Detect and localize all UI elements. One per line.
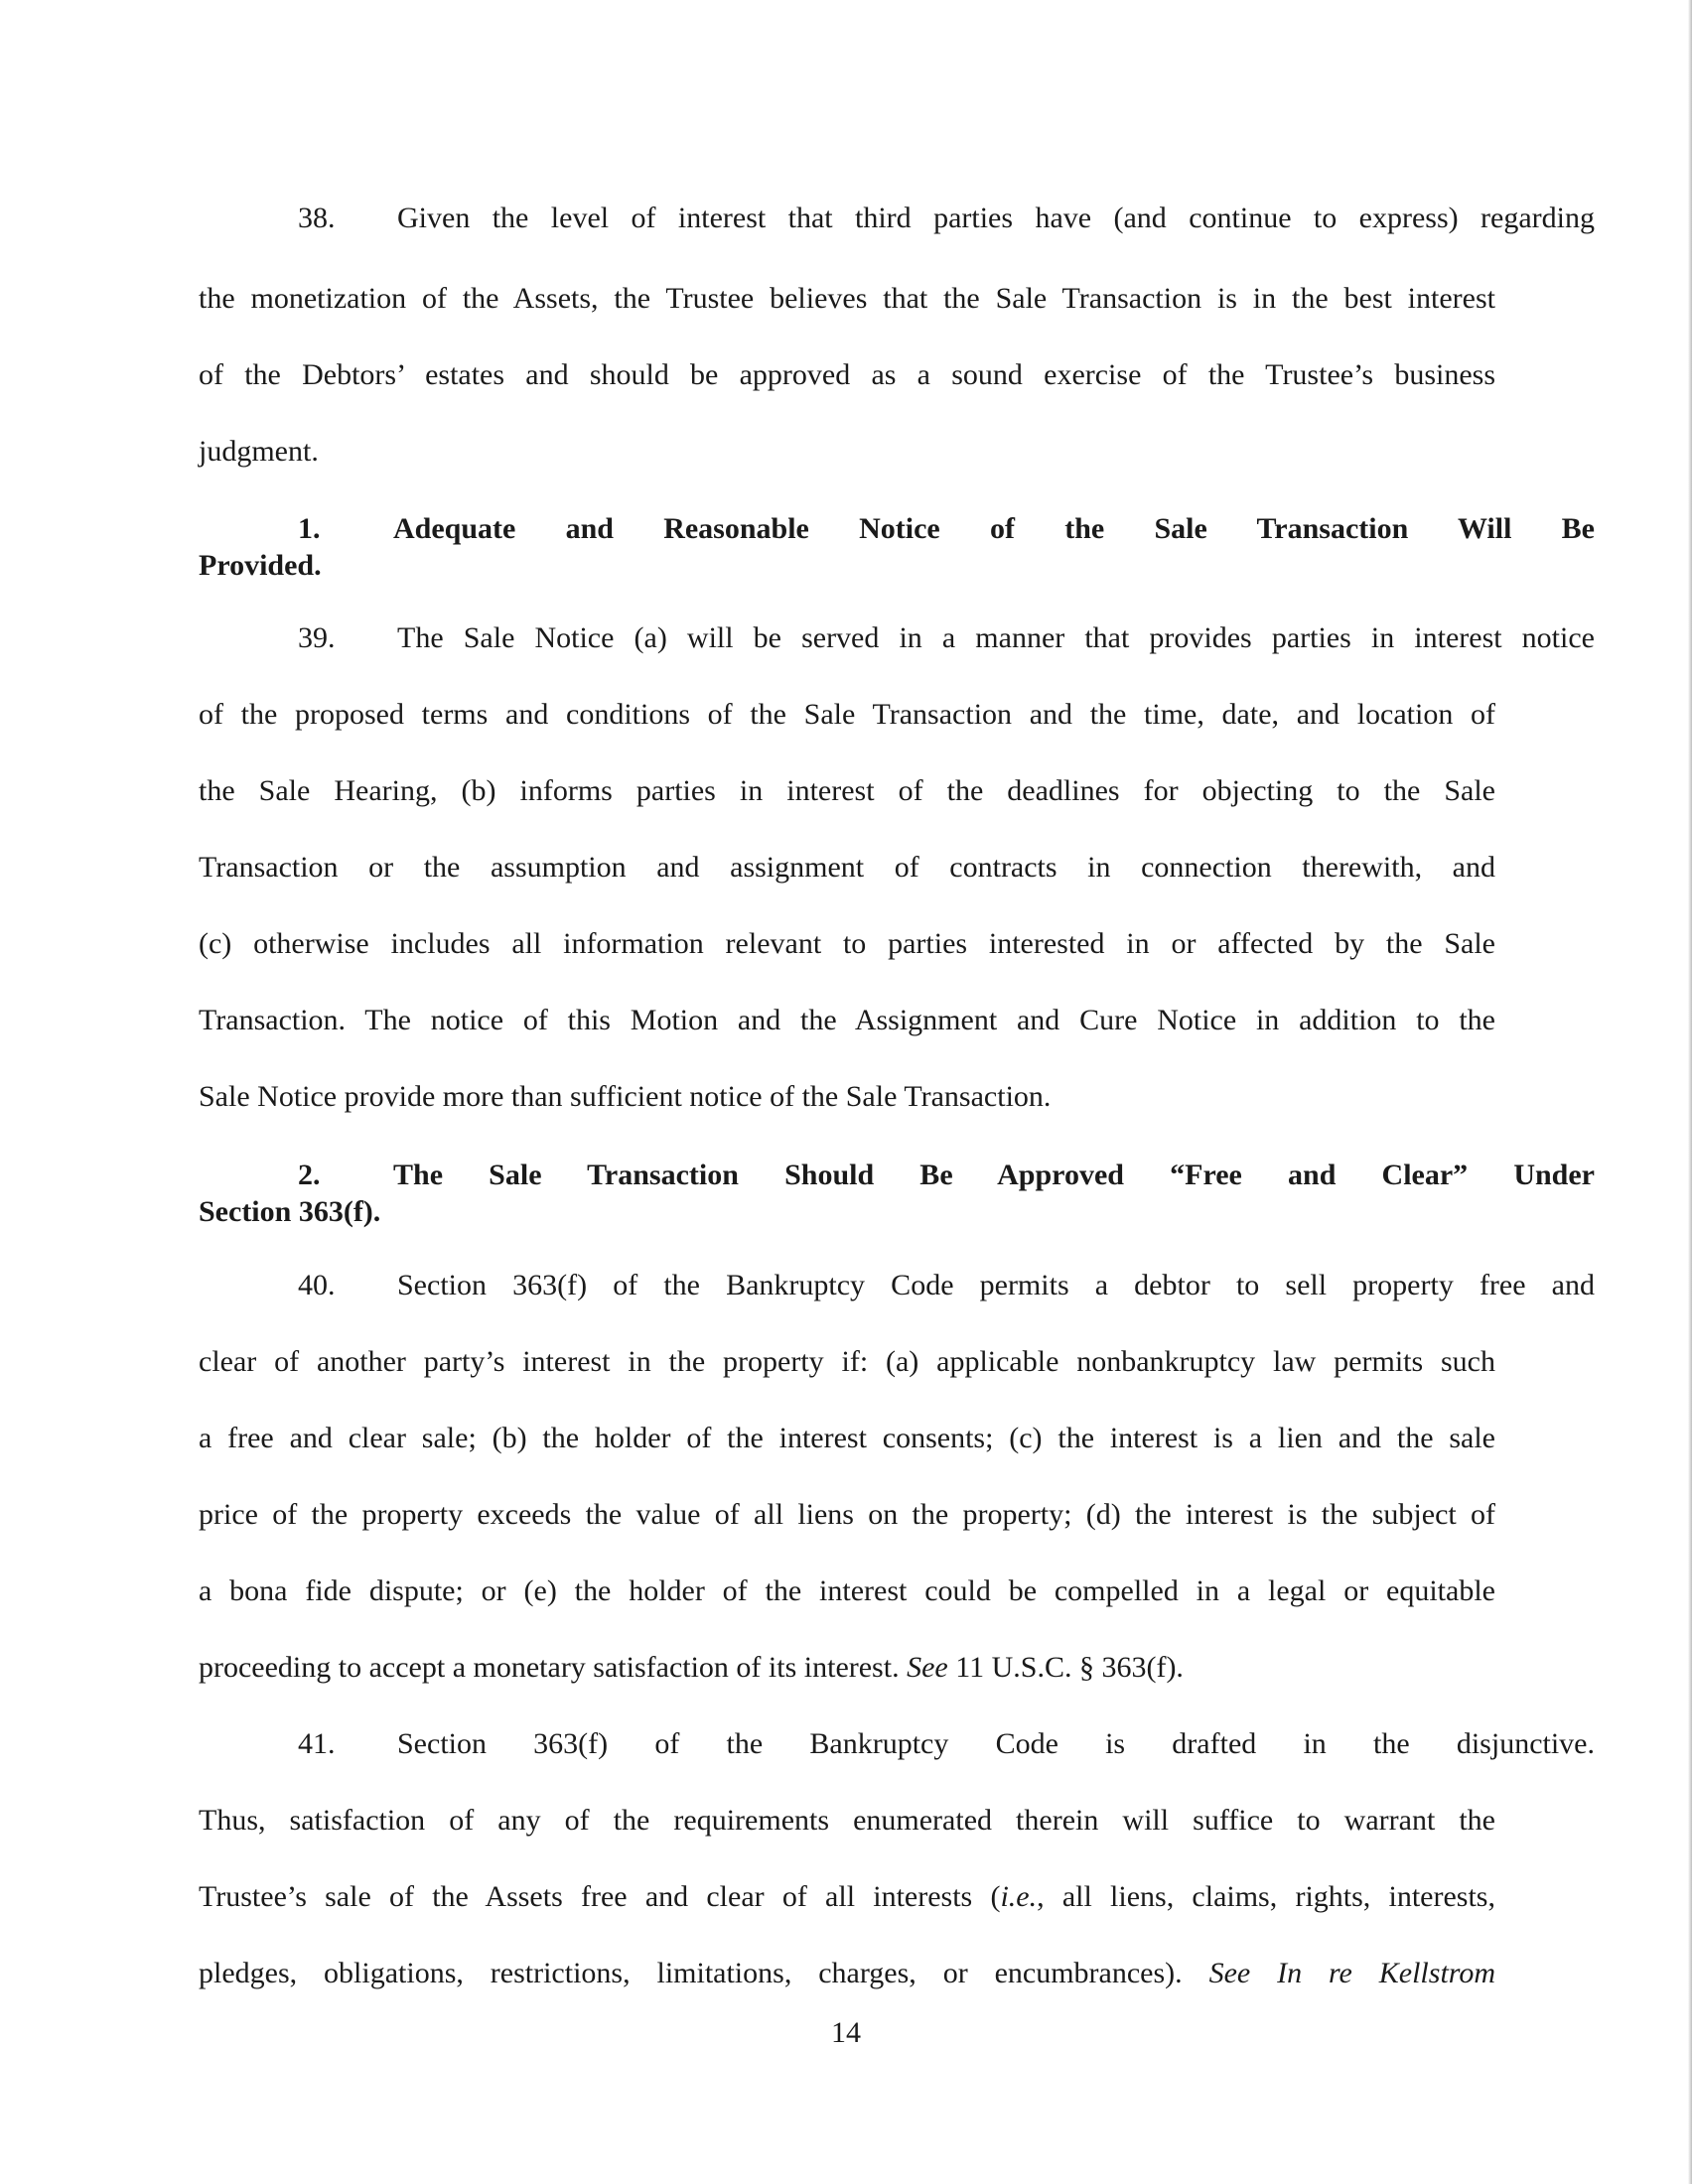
para-39-line-6: Transaction. The notice of this Motion and the Assignment and Cure Notice in addition to the bbox=[199, 1004, 1495, 1036]
page-number: 14 bbox=[831, 2016, 861, 2049]
para-38-line-4: judgment. bbox=[199, 435, 319, 468]
heading-2-line-1: 2. The Sale Transaction Should Be Approved “Free and Clear” Under bbox=[298, 1159, 1595, 1191]
para-41-line-4: pledges, obligations, restrictions, limitations, charges, or encumbrances). See In re Kellstrom bbox=[199, 1957, 1496, 1989]
para-number: 40. bbox=[298, 1269, 336, 1301]
para-40-line-3: a free and clear sale; (b) the holder of the interest consents; (c) the interest is a lien and the sale bbox=[199, 1422, 1495, 1454]
para-39-line-3: the Sale Hearing, (b) informs parties in interest of the deadlines for objecting to the Sale bbox=[199, 774, 1495, 807]
para-41-line-2: Thus, satisfaction of any of the requirements enumerated therein will suffice to warrant the bbox=[199, 1804, 1495, 1837]
heading-number: 1. bbox=[298, 512, 321, 545]
para-39-line-5: (c) otherwise includes all information relevant to parties interested in or affected by the Sale bbox=[199, 927, 1495, 960]
case-citation: See In re Kellstrom bbox=[1208, 1957, 1496, 1989]
para-39-line-4: Transaction or the assumption and assignment of contracts in connection therewith, and bbox=[199, 851, 1495, 884]
para-40-line-4: price of the property exceeds the value of all liens on the property; (d) the interest is the subject of bbox=[199, 1498, 1495, 1531]
para-40-line-2: clear of another party’s interest in the property if: (a) applicable nonbankruptcy law permits such bbox=[199, 1345, 1495, 1378]
para-40-line-5: a bona fide dispute; or (e) the holder of the interest could be compelled in a legal or equitable bbox=[199, 1574, 1495, 1607]
para-41-line-1: 41. Section 363(f) of the Bankruptcy Code is drafted in the disjunctive. bbox=[298, 1727, 1595, 1760]
para-39-line-1: 39. The Sale Notice (a) will be served in a manner that provides parties in interest notice bbox=[298, 621, 1595, 654]
heading-2-line-2: Section 363(f). bbox=[199, 1195, 381, 1228]
para-38-line-1: 38. Given the level of interest that third parties have (and continue to express) regarding bbox=[298, 202, 1595, 234]
para-38-line-2: the monetization of the Assets, the Trustee believes that the Sale Transaction is in the best interest bbox=[199, 282, 1495, 315]
heading-number: 2. bbox=[298, 1159, 321, 1191]
para-40-line-6: proceeding to accept a monetary satisfaction of its interest. See 11 U.S.C. § 363(f). bbox=[199, 1651, 1184, 1684]
para-number: 38. bbox=[298, 202, 336, 234]
page-edge-shadow bbox=[1688, 0, 1692, 2184]
para-39-line-7: Sale Notice provide more than sufficient notice of the Sale Transaction. bbox=[199, 1080, 1052, 1113]
para-number: 41. bbox=[298, 1727, 336, 1760]
para-40-line-1: 40. Section 363(f) of the Bankruptcy Code permits a debtor to sell property free and bbox=[298, 1269, 1595, 1301]
para-39-line-2: of the proposed terms and conditions of the Sale Transaction and the time, date, and location of bbox=[199, 698, 1495, 731]
heading-1-line-2: Provided. bbox=[199, 549, 322, 582]
para-number: 39. bbox=[298, 621, 336, 654]
heading-1-line-1: 1. Adequate and Reasonable Notice of the Sale Transaction Will Be bbox=[298, 512, 1595, 545]
para-41-line-3: Trustee’s sale of the Assets free and clear of all interests (i.e., all liens, claims, rights, interests, bbox=[199, 1880, 1495, 1913]
citation-signal: See bbox=[907, 1651, 948, 1684]
para-38-line-3: of the Debtors’ estates and should be approved as a sound exercise of the Trustee’s business bbox=[199, 358, 1495, 391]
